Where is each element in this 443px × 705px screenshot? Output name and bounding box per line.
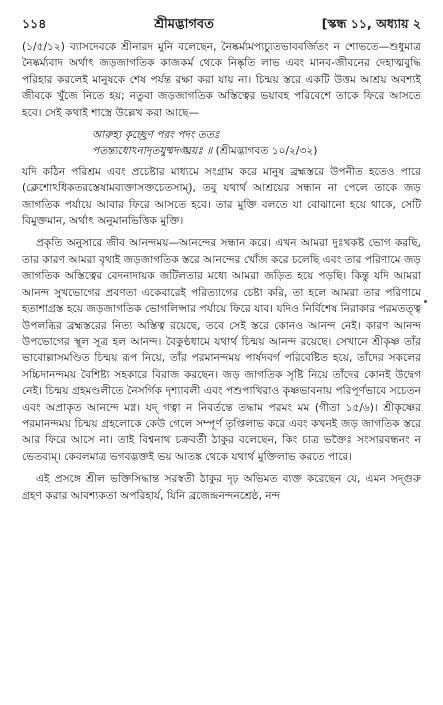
verse-line-2 xyxy=(92,143,421,159)
paragraph-2: যদি কঠিন পরিশ্রম এবং প্রচেষ্টার মাধ্যমে সংগ্রাম করে মানুষ ব্রহ্মস্তরে উপনীত হতেও পারে (ক্লেশোঽধিকতরস্তেষামব্যক্তাসক্তচেতসাম্), তবু যথার্থ আশ্রয়ের সন্ধান না পেলে তাকে জড় জাগতিক পর্যায়ে আবার ফিরে আসতে হবে। তার মুক্তি বলতে যা বোঝানো হয়ে থাকে, সেটি বিমুক্তমান, অর্থাৎ অনুমানভিত্তিক মুক্তি। xyxy=(22,165,421,228)
book-title: শ্রীমদ্ভাগবত xyxy=(154,17,214,32)
page-number: ১১৪ xyxy=(22,16,47,31)
verse-line-2-text: পতন্ত্যধোঽনাদৃতযুষ্মদঙ্ঘ্রয়ঃ ॥ xyxy=(92,145,213,158)
chapter-reference: [স্কন্ধ ১১, অধ্যায় ২ xyxy=(321,16,421,31)
verse-line-1: আরুহ্য কৃচ্ছ্রেণ পরং পদং ততঃ xyxy=(92,129,220,142)
verse-reference: (শ্রীমদ্ভাগবত ১০/২/৩২) xyxy=(215,145,318,158)
page-header xyxy=(22,16,421,33)
paragraph-3: প্রকৃতি অনুসারে জীব আনন্দময়—আনন্দের সন্ধান করে। এখন আমরা দুঃখকষ্ট ভোগ করছি, তার কারণ আমরা বৃথাই জড়জাগতিক স্তরে আনন্দের খোঁজ করে চলেছি এবং তার পরিণামে জড় জাগতিক অস্তিত্বের বেদনাদায়ক জটিলতার মধ্যে আমরা জড়িত হয়ে পড়ছি। কিন্তু যদি আমরা আনন্দ সুখভোগের প্রবণতা একেবারেই পরিত্যাগের চেষ্টা করি, তা হলে আমরা তার পরিণামে হতাশাগ্রস্ত হয়ে জড়জাগতিক ভোগলিপ্সার পর্যায়ে ফিরে যাব। যদিও নির্বিশেষ নিরাকার পরমতত্ত্ব উপলব্ধির ব্রহ্মস্তরের নিত্য অস্তিত্ব রয়েছে, তবে সেই স্তরে কোনও আনন্দ নেই। কারণ আনন্দ উপভোগের স্থূল সূত্র হল আনন্দ। বৈকুণ্ঠধামে যথার্থ চিন্ময় আনন্দ রয়েছে। সেখানে শ্রীকৃষ্ণ তাঁর ভাবোল্লাসমণ্ডিত চিন্ময় রূপ নিয়ে, তাঁর পরমানন্দময় পার্ষদবর্গ পরিবেষ্টিত হয়ে, তাঁদের সকলের সচ্চিদানন্দময় বৈশিষ্ট্য সহকারে বিরাজ করছেন। জড় জাগতিক সৃষ্টি নিয়ে তাঁদের কোনই উদ্বেগ নেই। চিন্ময় গ্রহমণ্ডলীতে নৈসর্গিক দৃশ্যাবলী এবং পশুপাখিরাও কৃষ্ণভাবনায় পরিপূর্ণভাবে সচেতন এবং অপ্রাকৃত আনন্দে মগ্ন। যদ্ গত্বা ন নিবর্তন্তে তদ্ধাম পরমং মম (গীতা ১৫/৬)। শ্রীকৃষ্ণের পরমানন্দময় চিন্ময় গ্রহলোকে কেউ গেলে সম্পূর্ণ তৃপ্তিলাভ করে এবং কখনই জড় জাগতিক স্তরে আর ফিরে আসে না। তাই বিশ্বনাথ চক্রবর্তী ঠাকুর বলেছেন, কিং চাত্র ভক্তৈঃ সংসারবন্ধনং ন ভেতব্যম্। কেবলমাত্র ভগবদ্ভক্তই ভয় আতঙ্ক থেকে যথার্থ মুক্তিলাভ করতে পারে। xyxy=(22,237,422,463)
paragraph-4: এই প্রসঙ্গে শ্রীল ভক্তিসিদ্ধান্ত সরস্বতী ঠাকুর দৃঢ় অভিমত ব্যক্ত করেছেন যে, এমন সদ্গুরু গ্রহণ করার আবশ্যকতা অপরিহার্য, যিনি ব্রজেন্দ্রনন্দনশ্রেষ্ঠ, নন্দ xyxy=(22,473,421,502)
verse-block xyxy=(22,127,421,160)
margin-dot xyxy=(424,300,427,303)
paragraph-1: (১/৫/১২) ব্যাসদেবকে শ্রীনারদ মুনি বলেছেন, নৈষ্কর্ম্যমপ্যচ্যুতভাববর্জিতং ন শোভতে—শুধুমাত্র নৈষ্কর্ম্যবাদ অর্থাৎ জড়জাগতিক কাজকর্ম থেকে নিষ্কৃতি লাভ এবং মানব-জীবনের দেহাত্মবুদ্ধি পরিহার করলেই মানুষকে শেষ পর্যন্ত রক্ষা করা যায় না। চিন্ময় স্তরে একটি উত্তম আশ্রয় অবশ্যই জীবকে খুঁজে নিতে হয়; নতুবা জড়জাগতিক অস্তিত্বের ভয়াবহ পরিবেশে তাকে ফিরে আসতে হবে। সেই কথাই শাস্ত্রে উল্লেখ করা আছে— xyxy=(22,41,421,119)
